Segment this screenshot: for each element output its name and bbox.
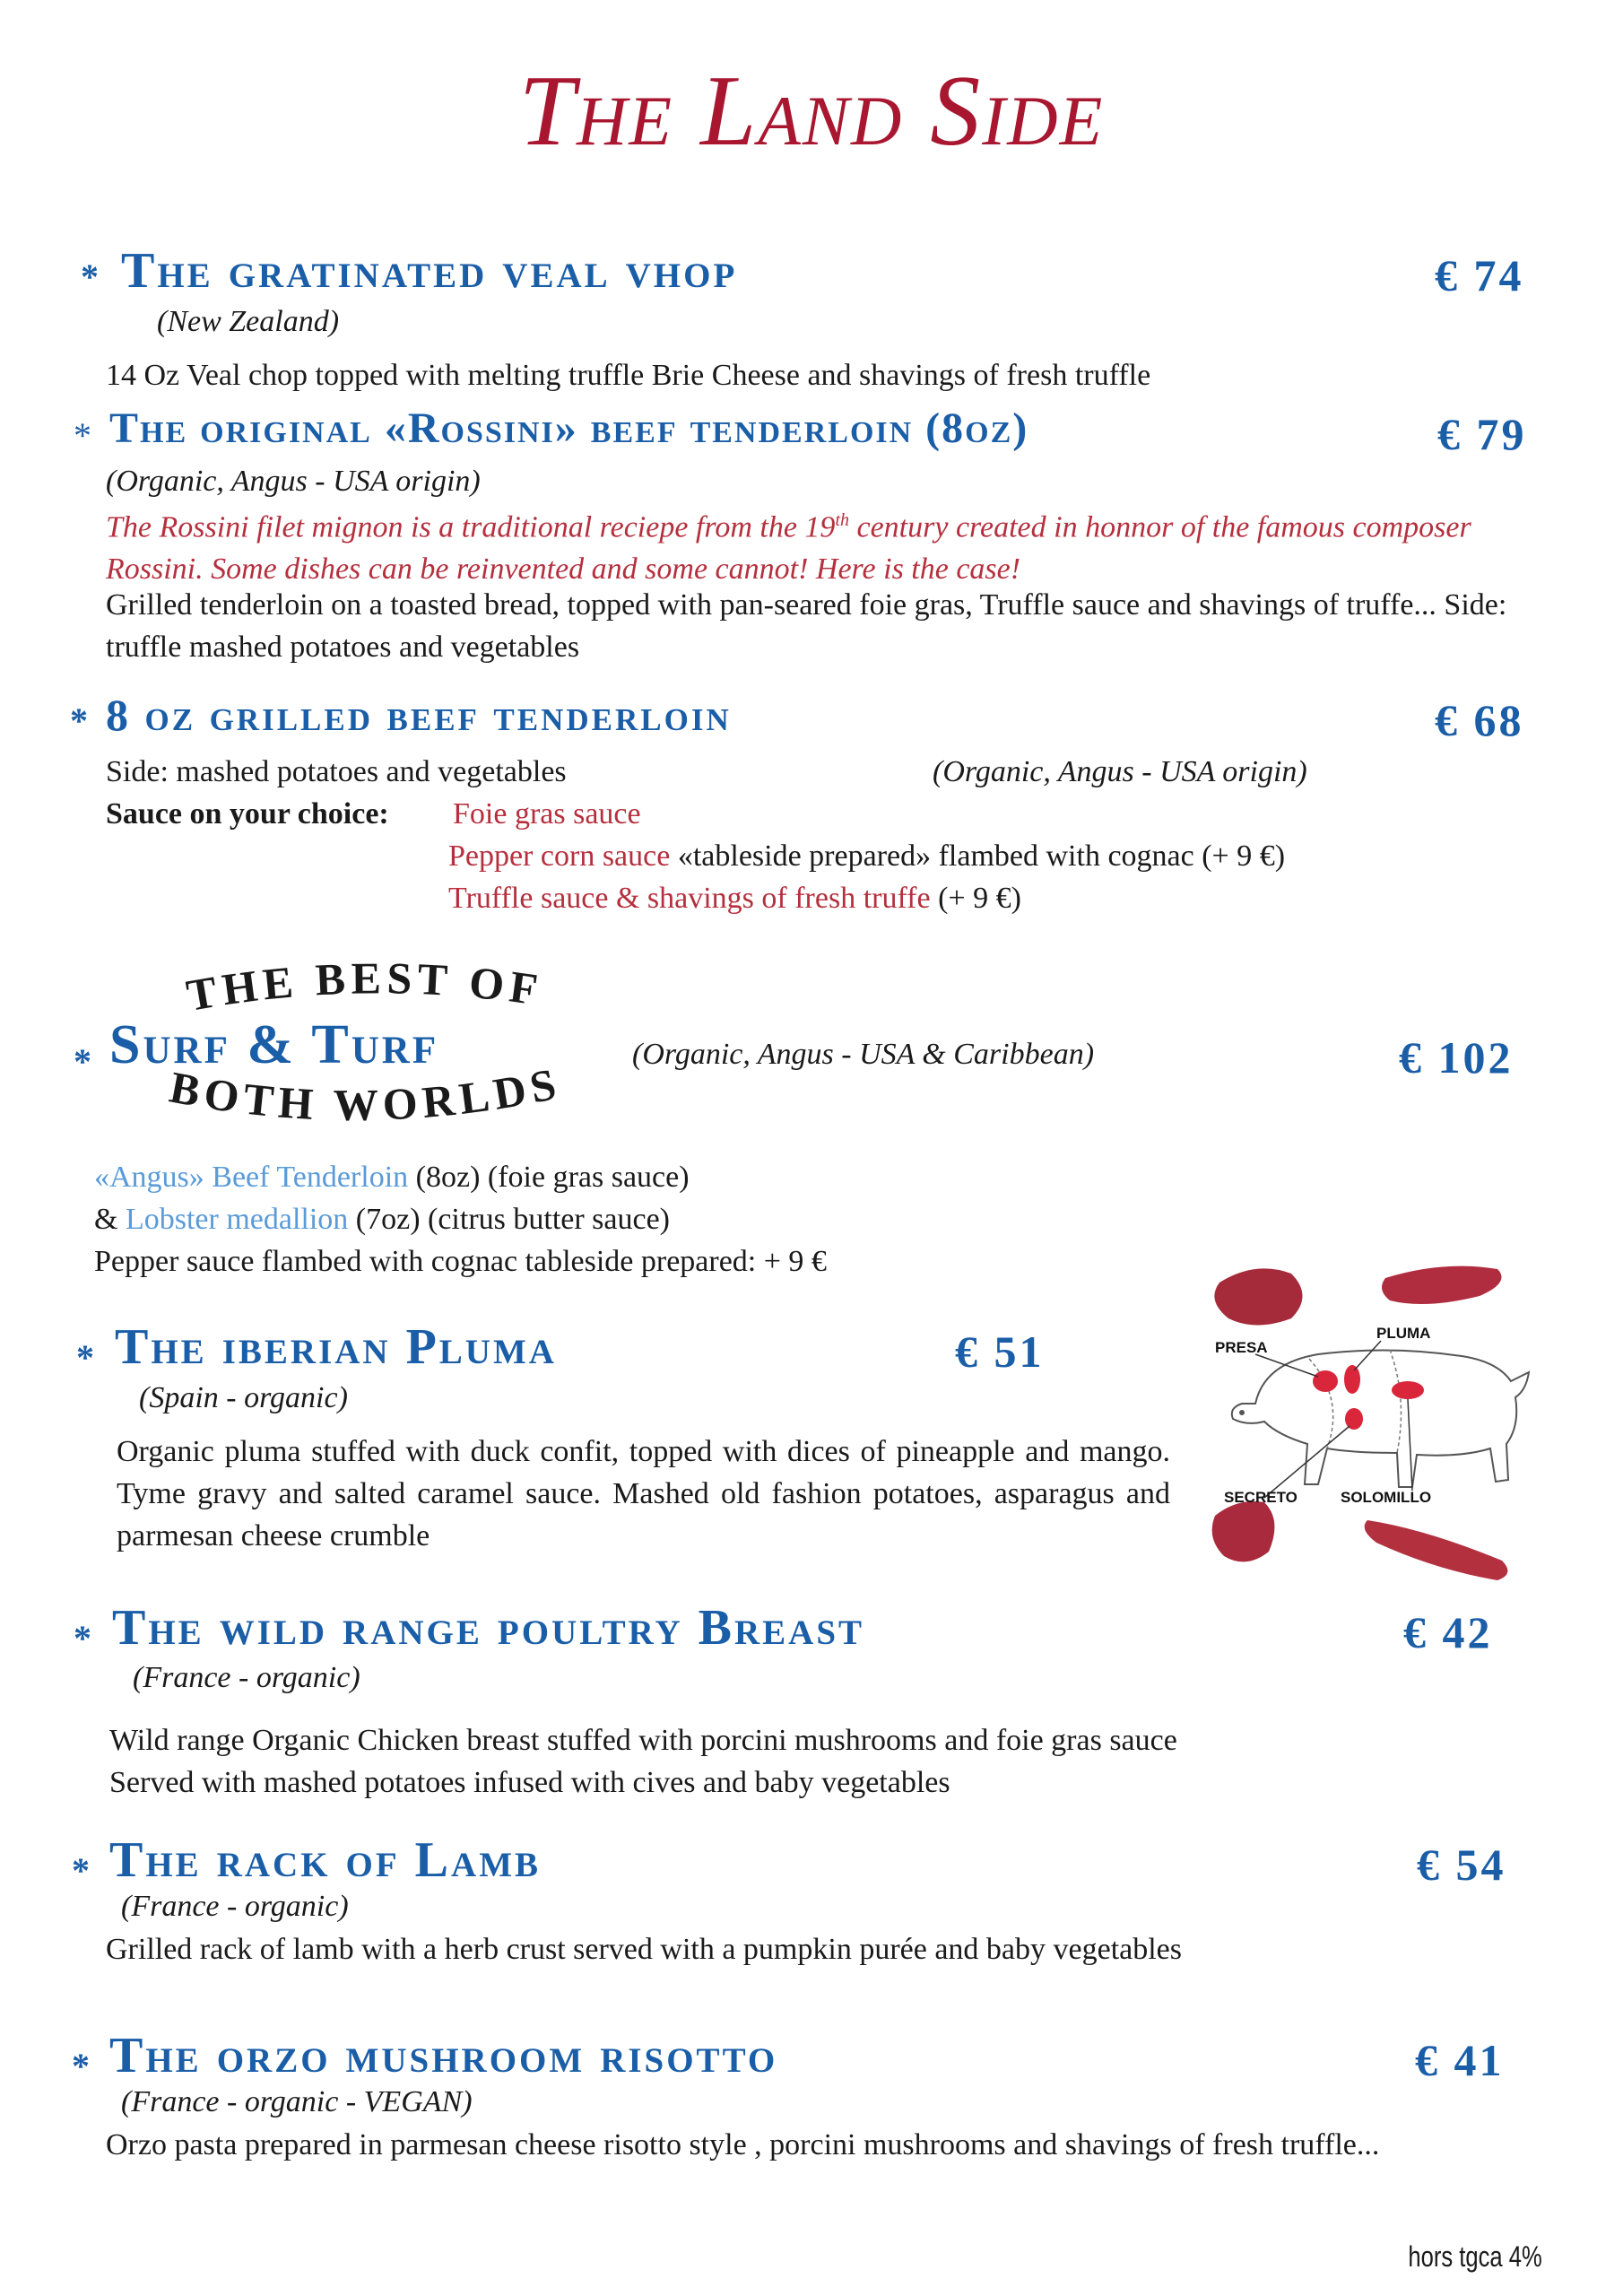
cut-line <box>1390 1350 1402 1453</box>
arc-text-top-path: THE BEST OF <box>182 952 546 1021</box>
meat-cut-solomillo <box>1365 1520 1508 1580</box>
line-text: Pepper sauce flambed with cognac tableside prepared: + 9 € <box>94 1245 827 1278</box>
dish-description: Grilled tenderloin on a toasted bread, topped with pan-seared foie gras, Truffle sauce and shavings of truffe... Side: truffle mashed potatoes and vegetables <box>106 588 1507 664</box>
sauce-name: Foie gras sauce <box>453 797 641 831</box>
story-text: century created in honnor of the famous composer Rossini. Some dishes can be reinvented and some cannot! Here is the case! <box>106 510 1471 587</box>
dish-price: € 79 <box>1437 409 1527 459</box>
dish-price: € 51 <box>955 1326 1045 1377</box>
star-marker: * <box>81 257 99 297</box>
arc-text-bottom-path: BOTH WORLDS <box>165 1057 566 1130</box>
dish-description: Grilled rack of lamb with a herb crust served with a pumpkin purée and baby vegetables <box>106 1933 1182 1966</box>
dish-description-line: Served with mashed potatoes infused with cives and baby vegetables <box>109 1766 950 1799</box>
leader-line <box>1408 1399 1412 1491</box>
dish-price: € 41 <box>1415 2035 1505 2085</box>
dish-price: € 42 <box>1403 1607 1493 1657</box>
dish-description: Organic pluma stuffed with duck confit, topped with dices of pineapple and mango. Tyme gravy and salted caramel sauce. Mashed old fashion potatoes, asparagus and parmesan cheese crumble <box>117 1435 1170 1552</box>
meat-cut-secreto <box>1212 1501 1275 1561</box>
dish-side: Side: mashed potatoes and vegetables <box>106 755 567 788</box>
sauce-name: Truffle sauce & shavings of fresh truffe <box>448 882 931 915</box>
surf-line <box>94 1203 670 1237</box>
leader-line <box>1354 1341 1381 1370</box>
line-text: (7oz) (citrus butter sauce) <box>348 1203 671 1236</box>
line-highlight: «Angus» Beef Tenderloin <box>94 1161 409 1194</box>
leader-line <box>1255 1354 1318 1377</box>
dish-price: € 54 <box>1417 1839 1506 1890</box>
pig-cuts-diagram <box>1193 1256 1551 1596</box>
dish-description: 14 Oz Veal chop topped with melting truffle Brie Cheese and shavings of fresh truffle <box>106 359 1151 392</box>
story-text: The Rossini filet mignon is a traditional reciepe from the 19 <box>106 510 836 544</box>
star-marker: * <box>76 1337 94 1378</box>
line-text: (8oz) (foie gras sauce) <box>408 1161 690 1194</box>
dish-name: Surf & Turf <box>109 1014 439 1075</box>
dish-origin: (France - organic) <box>133 1661 360 1694</box>
dish-origin: (Organic, Angus - USA & Caribbean) <box>632 1038 1095 1071</box>
sauce-extra: «tableside prepared» flambed with cognac (+ 9 €) <box>670 839 1286 873</box>
dish-name: The orzo mushroom risotto <box>109 2028 778 2083</box>
star-marker: * <box>72 1850 90 1891</box>
dish-name: The gratinated veal vhop <box>121 243 738 299</box>
dish-story <box>106 500 1523 590</box>
leader-line <box>1264 1426 1350 1498</box>
dish-description: Orzo pasta prepared in parmesan cheese risotto style , porcini mushrooms and shavings of fresh truffle... <box>106 2128 1380 2161</box>
star-marker: * <box>74 415 91 456</box>
star-marker: * <box>74 1618 91 1658</box>
line-text: & <box>94 1203 126 1236</box>
star-marker: * <box>74 1041 91 1082</box>
sauce-option <box>448 839 1285 874</box>
label-solomillo: SOLOMILLO <box>1341 1489 1432 1506</box>
dish-price: € 74 <box>1435 250 1524 300</box>
dish-price: € 102 <box>1399 1032 1514 1083</box>
meat-cut-pluma <box>1382 1266 1502 1304</box>
page-title: The Land Side <box>518 56 1105 167</box>
dish-description-line: Wild range Organic Chicken breast stuffed with porcini mushrooms and foie gras sauce <box>109 1724 1177 1757</box>
dish-name: The iberian Pluma <box>115 1319 557 1375</box>
label-secreto: SECRETO <box>1224 1489 1298 1506</box>
arc-text-top <box>183 952 546 1021</box>
label-presa: PRESA <box>1215 1339 1268 1356</box>
sauce-option <box>448 882 1021 916</box>
zone-secreto <box>1345 1408 1363 1430</box>
surf-line <box>94 1245 827 1279</box>
dish-origin: (New Zealand) <box>157 305 340 338</box>
star-marker: * <box>72 2046 90 2086</box>
line-highlight: Lobster medallion <box>125 1203 349 1236</box>
sauce-label: Sauce on your choice: <box>106 797 389 831</box>
dish-name: 8 oz grilled beef tenderloin <box>106 690 732 740</box>
zone-pluma <box>1344 1365 1360 1394</box>
tax-note: hors tgca 4% <box>1408 2240 1542 2273</box>
dish-price: € 68 <box>1435 695 1524 745</box>
sauce-option <box>453 797 641 831</box>
dish-name: The original «Rossini» beef tenderloin (8oz) <box>109 404 1029 452</box>
dish-origin: (Organic, Angus - USA origin) <box>106 465 481 498</box>
dish-name: The rack of Lamb <box>109 1832 542 1888</box>
dish-origin: (Spain - organic) <box>139 1381 348 1414</box>
pig-outline <box>1232 1350 1529 1487</box>
dish-origin: (France - organic - VEGAN) <box>121 2085 473 2118</box>
star-marker: * <box>70 700 88 741</box>
label-pluma: PLUMA <box>1376 1325 1431 1342</box>
sauce-name: Pepper corn sauce <box>448 839 671 873</box>
dish-name: The wild range poultry Breast <box>112 1600 865 1656</box>
surf-line <box>94 1161 690 1195</box>
pig-eye <box>1239 1410 1245 1415</box>
zone-solomillo <box>1392 1381 1424 1399</box>
dish-origin: (France - organic) <box>121 1890 349 1923</box>
sauce-extra: (+ 9 €) <box>930 882 1021 915</box>
zone-presa <box>1313 1370 1338 1392</box>
meat-cut-presa <box>1214 1268 1302 1325</box>
story-superscript: th <box>835 510 849 530</box>
dish-origin: (Organic, Angus - USA origin) <box>933 755 1307 788</box>
